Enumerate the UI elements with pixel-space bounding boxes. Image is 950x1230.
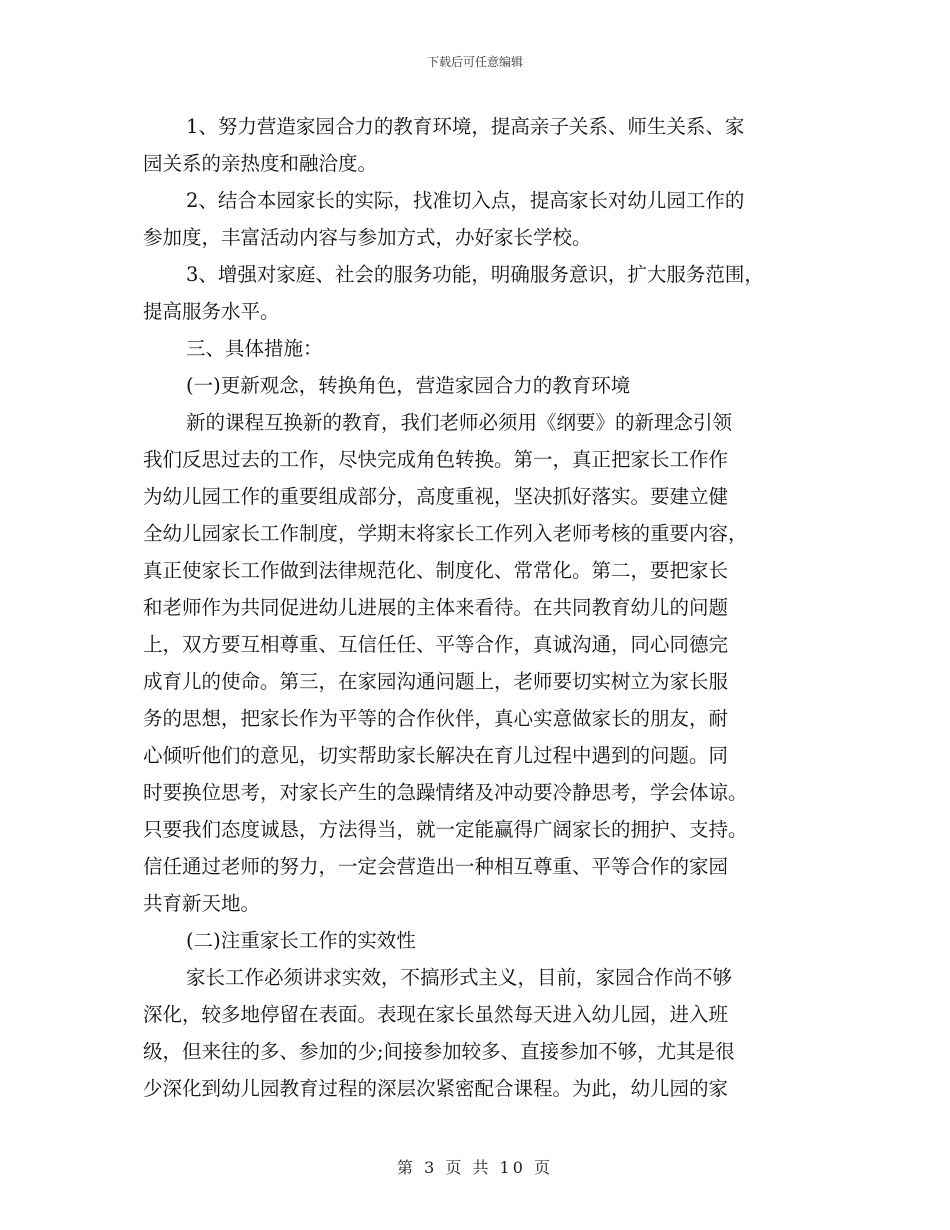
text-line: 园关系的亲热度和融洽度。	[143, 152, 378, 175]
text-line: 和老师作为共同促进幼儿进展的主体来看待。在共同教育幼儿的问题	[143, 596, 729, 619]
text-line: 我们反思过去的工作，尽快完成角色转换。第一，真正把家长工作作	[143, 448, 729, 471]
text-line: 心倾听他们的意见，切实帮助家长解决在育儿过程中遇到的问题。同	[143, 744, 729, 767]
text-line: 提高服务水平。	[143, 300, 280, 323]
text-line: 1、努力营造家园合力的教育环境，提高亲子关系、师生关系、家	[186, 115, 745, 138]
text-line: 时要换位思考，对家长产生的急躁情绪及冲动要冷静思考，学会体谅。	[143, 781, 748, 804]
text-line: (一)更新观念，转换角色，营造家园合力的教育环境	[186, 374, 631, 397]
text-line: 深化，较多地停留在表面。表现在家长虽然每天进入幼儿园，进入班	[143, 1003, 729, 1026]
text-line: 全幼儿园家长工作制度，学期末将家长工作列入老师考核的重要内容，	[143, 522, 748, 545]
text-line: 成育儿的使命。第三，在家园沟通问题上，老师要切实树立为家长服	[143, 670, 729, 693]
text-line: 三、具体措施：	[186, 337, 323, 360]
text-line: 信任通过老师的努力，一定会营造出一种相互尊重、平等合作的家园	[143, 855, 729, 878]
text-line: 共育新天地。	[143, 892, 261, 915]
document-body	[143, 108, 823, 1107]
text-line: 上，双方要互相尊重、互信任任、平等合作，真诚沟通，同心同德完	[143, 633, 729, 656]
text-line: 2、结合本园家长的实际，找准切入点，提高家长对幼儿园工作的	[186, 189, 745, 212]
text-line: 只要我们态度诚恳，方法得当，就一定能赢得广阔家长的拥护、支持。	[143, 818, 748, 841]
text-line: 少深化到幼儿园教育过程的深层次紧密配合课程。为此，幼儿园的家	[143, 1077, 729, 1100]
text-line: 参加度，丰富活动内容与参加方式，办好家长学校。	[143, 226, 592, 249]
page-header: 下载后可任意编辑	[426, 55, 523, 69]
page-footer: 第 3 页 共 10 页	[397, 1158, 553, 1177]
text-line: 真正使家长工作做到法律规范化、制度化、常常化。第二，要把家长	[143, 559, 729, 582]
text-line: 为幼儿园工作的重要组成部分，高度重视，坚决抓好落实。要建立健	[143, 485, 729, 508]
text-line: 家长工作必须讲求实效，不搞形式主义，目前，家园合作尚不够	[186, 966, 733, 989]
text-line: 3、增强对家庭、社会的服务功能，明确服务意识，扩大服务范围，	[186, 263, 764, 286]
text-line: 级，但来往的多、参加的少;间接参加较多、直接参加不够，尤其是很	[143, 1040, 735, 1063]
text-line: 务的思想，把家长作为平等的合作伙伴，真心实意做家长的朋友，耐	[143, 707, 729, 730]
text-line: (二)注重家长工作的实效性	[186, 929, 416, 952]
text-line: 新的课程互换新的教育，我们老师必须用《纲要》的新理念引领	[186, 411, 733, 434]
